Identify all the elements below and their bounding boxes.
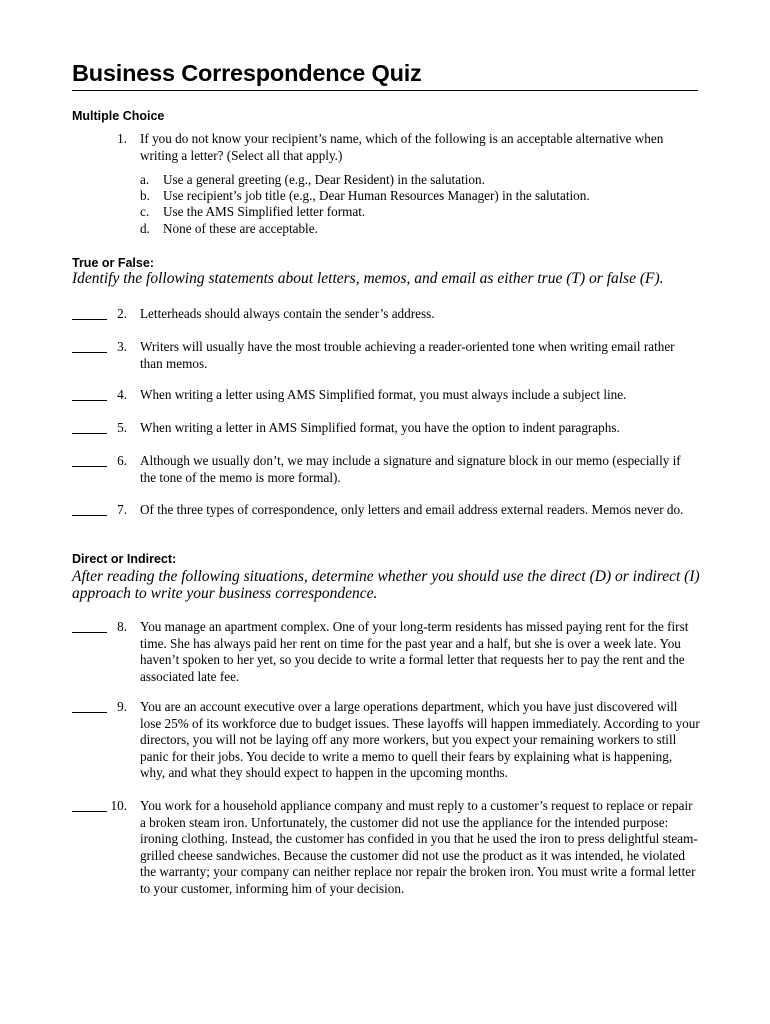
option-text: None of these are acceptable.	[163, 221, 318, 236]
question-text: You work for a household appliance company and must reply to a customer’s request to replace or repair a broken steam iron. Unfortunately, the customer did not use the appliance for the intended purpose: ironing clothing. Instead, the customer has confided in you that he used the iron to press delightful steam-grilled cheese sandwiches. Because the customer did not use the product as it was intended, he violated the warranty; your company can neither replace nor repair the broken iron. You must write a formal letter to your customer, informing him of your decision.	[140, 798, 698, 896]
question-text: Although we usually don’t, we may include a signature and signature block in our memo (especially if the tone of the memo is more formal).	[140, 453, 681, 485]
question-number: 8.	[117, 619, 127, 634]
option-text: Use the AMS Simplified letter format.	[163, 204, 366, 219]
question-number: 2.	[117, 306, 127, 321]
question-number: 6.	[117, 453, 127, 468]
question-text: Writers will usually have the most trouble achieving a reader-oriented tone when writing email rather than memos.	[140, 339, 675, 371]
answer-blank[interactable]	[72, 453, 107, 467]
answer-blank[interactable]	[72, 306, 107, 320]
question-number: 9.	[117, 699, 127, 714]
section-heading-direct-indirect: Direct or Indirect:	[72, 552, 177, 566]
option-letter: c.	[140, 204, 150, 219]
question-number: 7.	[117, 502, 127, 517]
section-instructions: Identify the following statements about letters, memos, and email as either true (T) or false (F).	[72, 270, 664, 287]
answer-blank[interactable]	[72, 387, 107, 401]
question-number: 10.	[110, 798, 127, 813]
option-letter: d.	[140, 221, 150, 236]
question-text: When writing a letter using AMS Simplified format, you must always include a subject line.	[140, 387, 627, 402]
question-text: You manage an apartment complex. One of your long-term residents has missed paying rent for the first time. She has always paid her rent on time for the past year and a half, but she is over a week late. You haven’t spoken to her yet, so you decide to write a formal letter that requests her to pay the rent and the associated late fee.	[140, 619, 689, 684]
answer-blank[interactable]	[72, 699, 107, 713]
section-instructions: After reading the following situations, determine whether you should use the direct (D) or indirect (I) approach to write your business correspondence.	[72, 568, 700, 602]
answer-blank[interactable]	[72, 798, 107, 812]
question-number: 3.	[117, 339, 127, 354]
question-text: Of the three types of correspondence, only letters and email address external readers. Memos never do.	[140, 502, 684, 517]
page-title: Business Correspondence Quiz	[72, 56, 698, 91]
question-text: When writing a letter in AMS Simplified format, you have the option to indent paragraphs.	[140, 420, 620, 435]
question-text: Letterheads should always contain the sender’s address.	[140, 306, 435, 321]
section-heading-multiple-choice: Multiple Choice	[72, 109, 165, 123]
question-number: 5.	[117, 420, 127, 435]
option-text: Use recipient’s job title (e.g., Dear Human Resources Manager) in the salutation.	[163, 188, 590, 203]
answer-blank[interactable]	[72, 502, 107, 516]
question-number: 4.	[117, 387, 127, 402]
answer-blank[interactable]	[72, 619, 107, 633]
option-letter: a.	[140, 172, 150, 187]
answer-blank[interactable]	[72, 339, 107, 353]
question-text: If you do not know your recipient’s name, which of the following is an acceptable alternative when writing a letter? (Select all that apply.)	[140, 131, 664, 163]
question-text: You are an account executive over a large operations department, which you have just discovered will lose 25% of its workforce due to budget issues. These layoffs will happen immediately. According to your directors, you will not be laying off any more workers, but you expect your remaining workers to still panic for their jobs. You decide to write a memo to quell their fears by explaining what is happening, why, and what they should expect to happen in the upcoming months.	[140, 699, 700, 780]
question-number: 1.	[117, 131, 127, 146]
option-letter: b.	[140, 188, 150, 203]
section-heading-true-false: True or False:	[72, 256, 154, 270]
answer-blank[interactable]	[72, 420, 107, 434]
option-text: Use a general greeting (e.g., Dear Resident) in the salutation.	[163, 172, 485, 187]
